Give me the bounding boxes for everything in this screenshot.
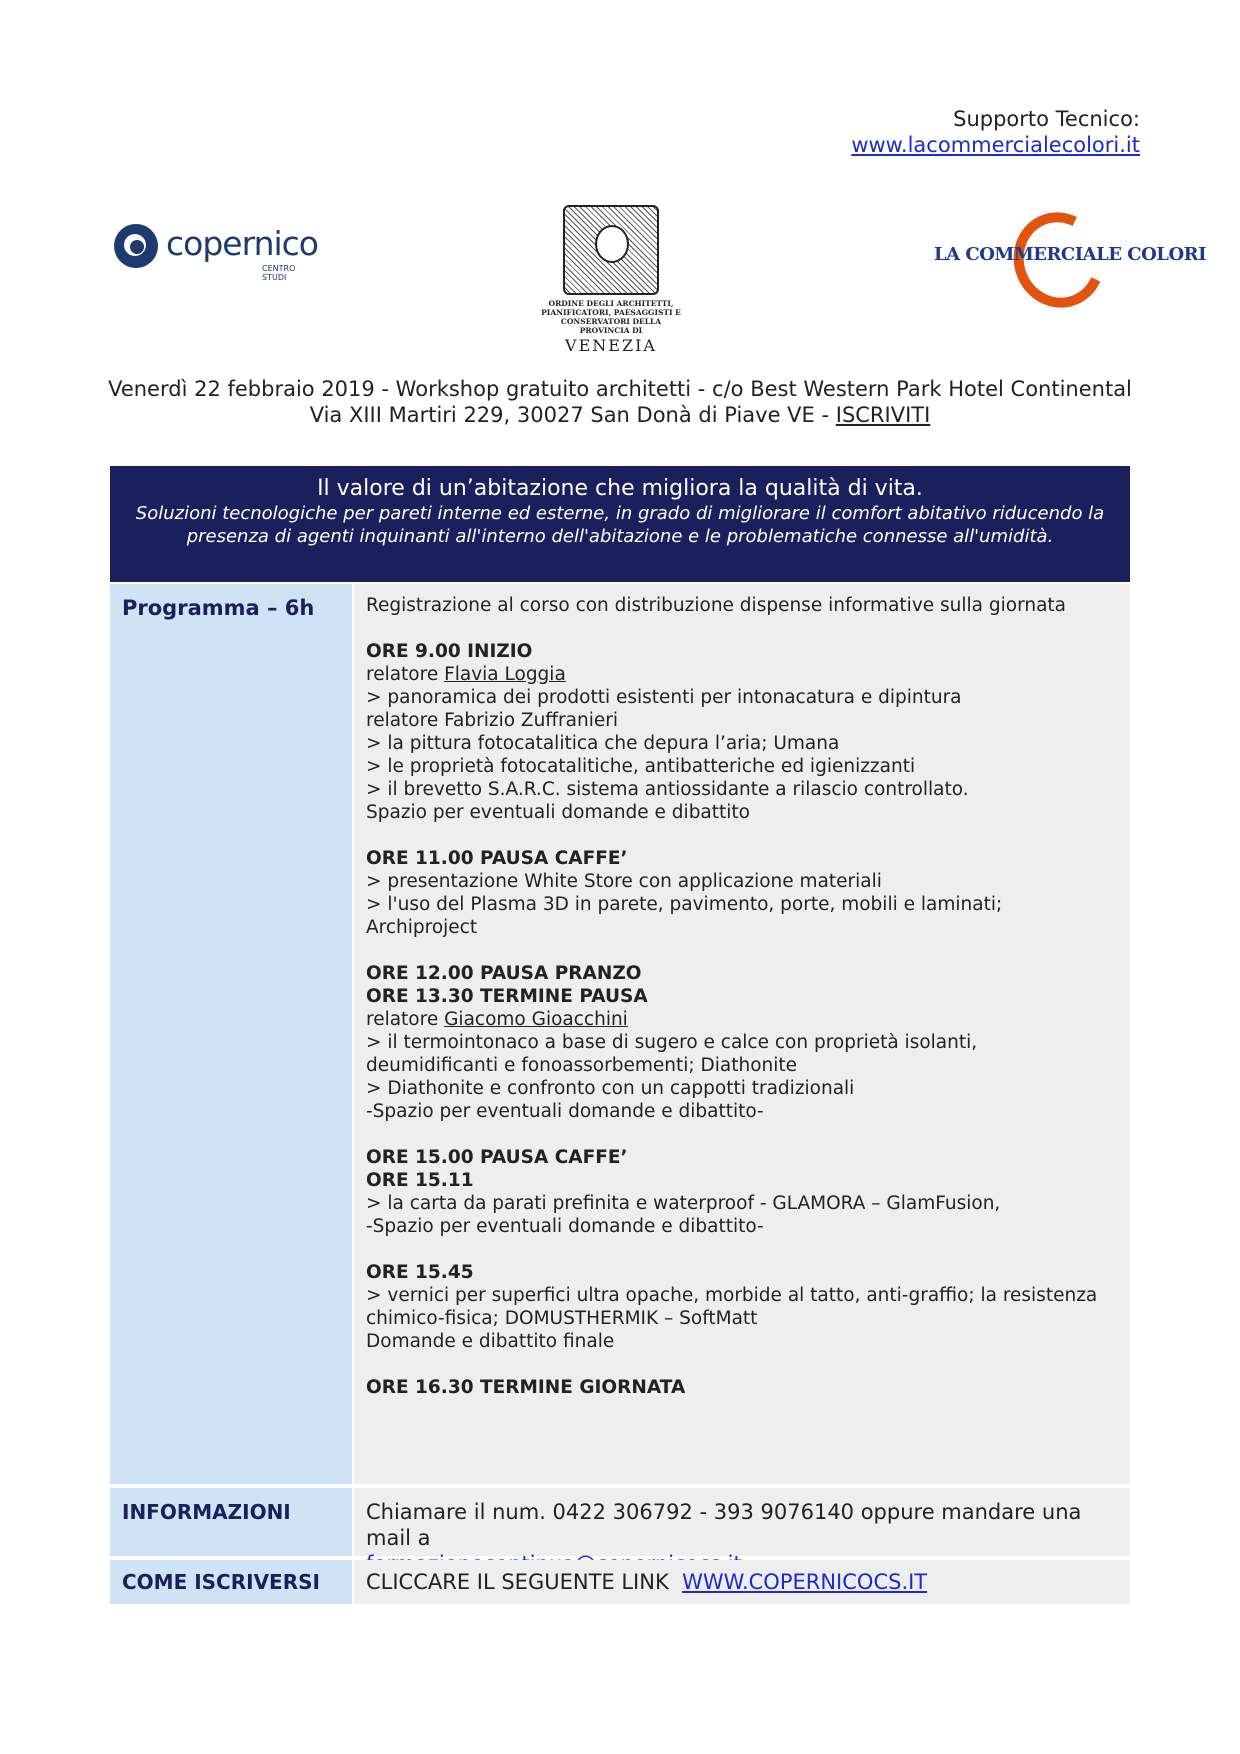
- banner-subtitle: Soluzioni tecnologiche per pareti interne ed esterne, in grado di migliorare il comfort abitativo riducendo la presenza di agenti inquinanti all'interno dell'abitazione e le problematiche connesse all'umidità.: [135, 503, 1105, 547]
- program-line: > la pittura fotocatalitica che depura l’aria; Umana: [366, 733, 840, 754]
- signup-label: COME ISCRIVERSI: [110, 1560, 352, 1604]
- program-line: > panoramica dei prodotti esistenti per intonacatura e dipintura: [366, 687, 962, 708]
- event-line-2: Via XIII Martiri 229, 30027 San Donà di Piave VE - ISCRIVITI: [309, 403, 931, 427]
- session-heading: ORE 9.00 INIZIO: [366, 641, 533, 662]
- program-line: Domande e dibattito finale: [366, 1331, 615, 1352]
- signup-text: CLICCARE IL SEGUENTE LINK: [366, 1570, 683, 1594]
- copernico-logo-name: copernico: [166, 224, 318, 263]
- info-text: Chiamare il num. 0422 306792 - 393 9076140 oppure mandare una mail a: [366, 1500, 1082, 1550]
- copernico-mark-icon: [114, 224, 158, 268]
- program-line: > vernici per superfici ultra opache, morbide al tatto, anti-graffio; la resistenza: [366, 1285, 1098, 1306]
- program-line: chimico-fisica; DOMUSTHERMIK – SoftMatt: [366, 1308, 758, 1329]
- info-row: [110, 1488, 1130, 1556]
- program-row: [110, 584, 1130, 1484]
- session-heading: ORE 12.00 PAUSA PRANZO: [366, 963, 642, 984]
- program-line: -Spazio per eventuali domande e dibattito-: [366, 1101, 764, 1122]
- session-heading: ORE 15.00 PAUSA CAFFE’: [366, 1147, 628, 1168]
- program-content: [354, 584, 1130, 1484]
- la-commerciale-colori-logo: [934, 210, 1206, 290]
- program-line: -Spazio per eventuali domande e dibattito-: [366, 1216, 764, 1237]
- info-content: [354, 1488, 1130, 1556]
- session-heading: ORE 16.30 TERMINE GIORNATA: [366, 1377, 686, 1398]
- lcc-logo-name: LA COMMERCIALE COLORI: [934, 244, 1206, 265]
- program-line: > l'uso del Plasma 3D in parete, pavimento, porte, mobili e laminati;: [366, 894, 1003, 915]
- program-line: Archiproject: [366, 917, 478, 938]
- venezia-logo-text: ORDINE DEGLI ARCHITETTI, PIANIFICATORI, PAESAGGISTI E CONSERVATORI DELLA PROVINCIA DI: [541, 299, 681, 335]
- program-line: > le proprietà fotocatalitiche, antibatteriche ed igienizzanti: [366, 756, 916, 777]
- info-label: INFORMAZIONI: [110, 1488, 352, 1556]
- session-heading: ORE 15.11: [366, 1170, 474, 1191]
- program-label: Programma – 6h: [110, 584, 352, 1484]
- signup-content: [354, 1560, 1130, 1604]
- ordine-architetti-venezia-logo: [536, 205, 686, 355]
- program-intro: Registrazione al corso con distribuzione dispense informative sulla giornata: [366, 595, 1067, 616]
- program-line: > Diathonite e confronto con un cappotti tradizionali: [366, 1078, 855, 1099]
- session-heading: ORE 11.00 PAUSA CAFFE’: [366, 848, 628, 869]
- program-line: > presentazione White Store con applicazione materiali: [366, 871, 882, 892]
- program-line: deumidificanti e fonoassorbementi; Diathonite: [366, 1055, 798, 1076]
- lion-of-st-mark-icon: [563, 205, 659, 295]
- speaker-line: relatore Flavia Loggia: [366, 664, 566, 685]
- program-line: Spazio per eventuali domande e dibattito: [366, 802, 750, 823]
- speaker-line: relatore Fabrizio Zuffranieri: [366, 710, 618, 731]
- venezia-logo-city: VENEZIA: [565, 336, 657, 355]
- banner-title: Il valore di un’abitazione che migliora la qualità di vita.: [317, 476, 923, 501]
- support-link[interactable]: www.lacommercialecolori.it: [851, 133, 1140, 157]
- signup-row: [110, 1560, 1130, 1604]
- program-line: > la carta da parati prefinita e waterproof - GLAMORA – GlamFusion,: [366, 1193, 1001, 1214]
- speaker-link-flavia-loggia[interactable]: Flavia Loggia: [444, 664, 566, 685]
- copernico-logo: [112, 222, 318, 282]
- support-label: Supporto Tecnico:: [953, 107, 1140, 131]
- event-info: [100, 376, 1140, 428]
- program-line: > il brevetto S.A.R.C. sistema antiossidante a rilascio controllato.: [366, 779, 969, 800]
- support-block: [851, 106, 1140, 158]
- speaker-link-giacomo-gioacchini[interactable]: Giacomo Gioacchini: [444, 1009, 628, 1030]
- session-heading: ORE 15.45: [366, 1262, 474, 1283]
- event-line-1: Venerdì 22 febbraio 2019 - Workshop gratuito architetti - c/o Best Western Park Hotel Continental: [108, 377, 1132, 401]
- register-link[interactable]: ISCRIVITI: [835, 403, 931, 427]
- session-heading: ORE 13.30 TERMINE PAUSA: [366, 986, 648, 1007]
- copernico-logo-sub: CENTRO STUDI: [262, 264, 296, 282]
- speaker-line: relatore Giacomo Gioacchini: [366, 1009, 628, 1030]
- workshop-banner: [110, 466, 1130, 582]
- program-line: > il termointonaco a base di sugero e calce con proprietà isolanti,: [366, 1032, 978, 1053]
- signup-link[interactable]: WWW.COPERNICOCS.IT: [682, 1570, 928, 1594]
